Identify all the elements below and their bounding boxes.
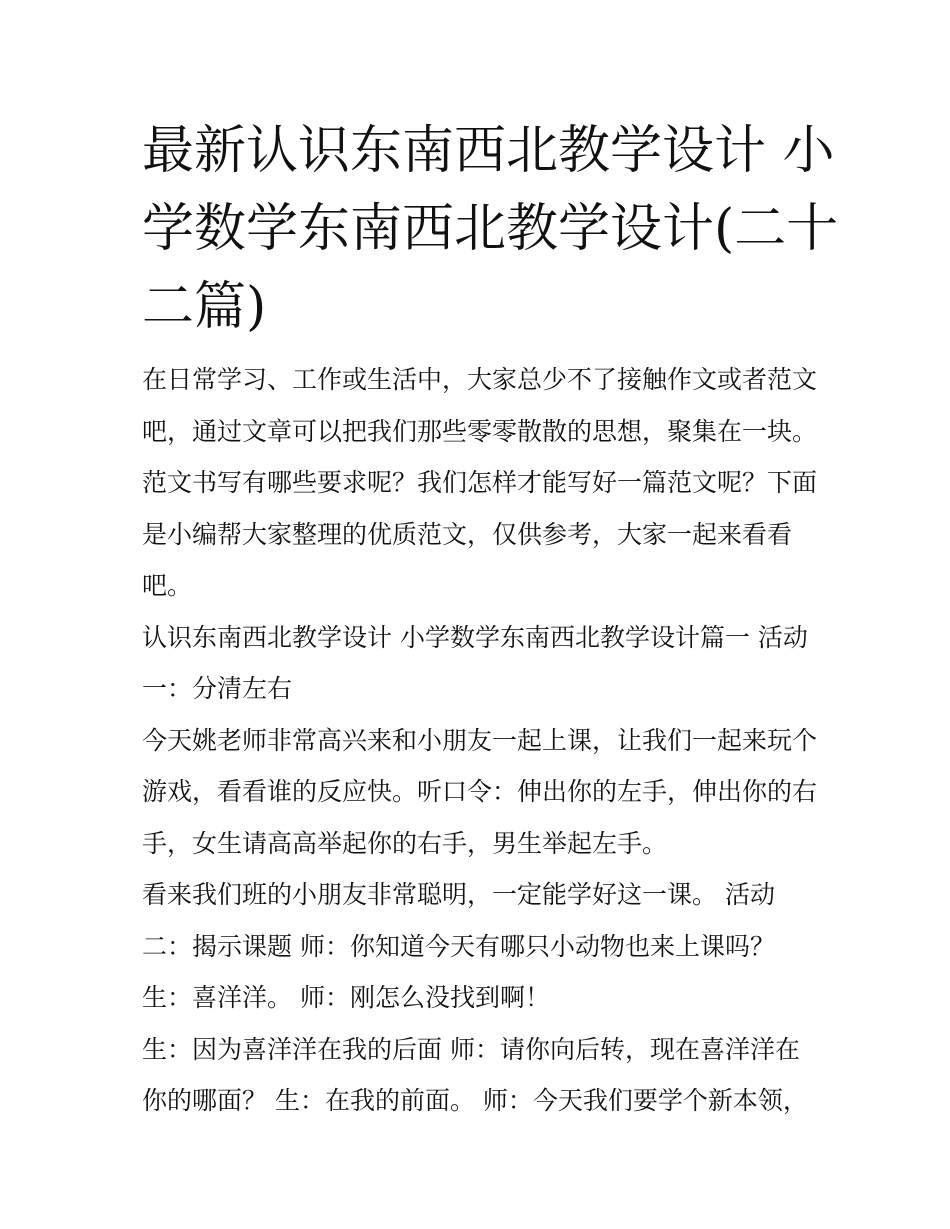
title-line-3: 二篇) (142, 277, 267, 337)
document-body (142, 354, 822, 1127)
body-line-14: 生：因为喜洋洋在我的后面 师：请你向后转，现在喜洋洋在 (142, 1034, 800, 1064)
body-line-2: 吧，通过文章可以把我们那些零零散散的思想，聚集在一块。 (142, 416, 818, 446)
body-line-6: 认识东南西北教学设计 小学数学东南西北教学设计篇一 活动 (142, 622, 808, 652)
body-line-8: 今天姚老师非常高兴来和小朋友一起上课，让我们一起来玩个 (142, 725, 818, 755)
body-line-15: 你的哪面？ 生：在我的前面。 师：今天我们要学个新本领， (142, 1086, 808, 1115)
body-line-4: 是小编帮大家整理的优质范文，仅供参考，大家一起来看看 (142, 519, 793, 549)
body-line-5: 吧。 (142, 571, 193, 600)
title-line-1: 最新认识东南西北教学设计 小 (142, 121, 835, 181)
body-line-10: 手，女生请高高举起你的右手，男生举起左手。 (142, 828, 668, 858)
body-line-1: 在日常学习、工作或生活中，大家总少不了接触作文或者范文 (142, 365, 818, 394)
body-line-12: 二：揭示课题 师：你知道今天有哪只小动物也来上课吗？ (142, 931, 775, 961)
body-line-3: 范文书写有哪些要求呢？我们怎样才能写好一篇范文呢？下面 (142, 468, 818, 497)
document-title (142, 112, 839, 346)
body-line-9: 游戏，看看谁的反应快。听口令：伸出你的左手，伸出你的右 (142, 777, 818, 806)
body-line-13: 生：喜洋洋。 师：刚怎么没找到啊！ (142, 983, 550, 1012)
body-line-11: 看来我们班的小朋友非常聪明，一定能学好这一课。 活动 (142, 880, 775, 909)
title-line-2: 学数学东南西北教学设计(二十 (142, 199, 839, 259)
body-line-7: 一：分清左右 (142, 674, 293, 703)
